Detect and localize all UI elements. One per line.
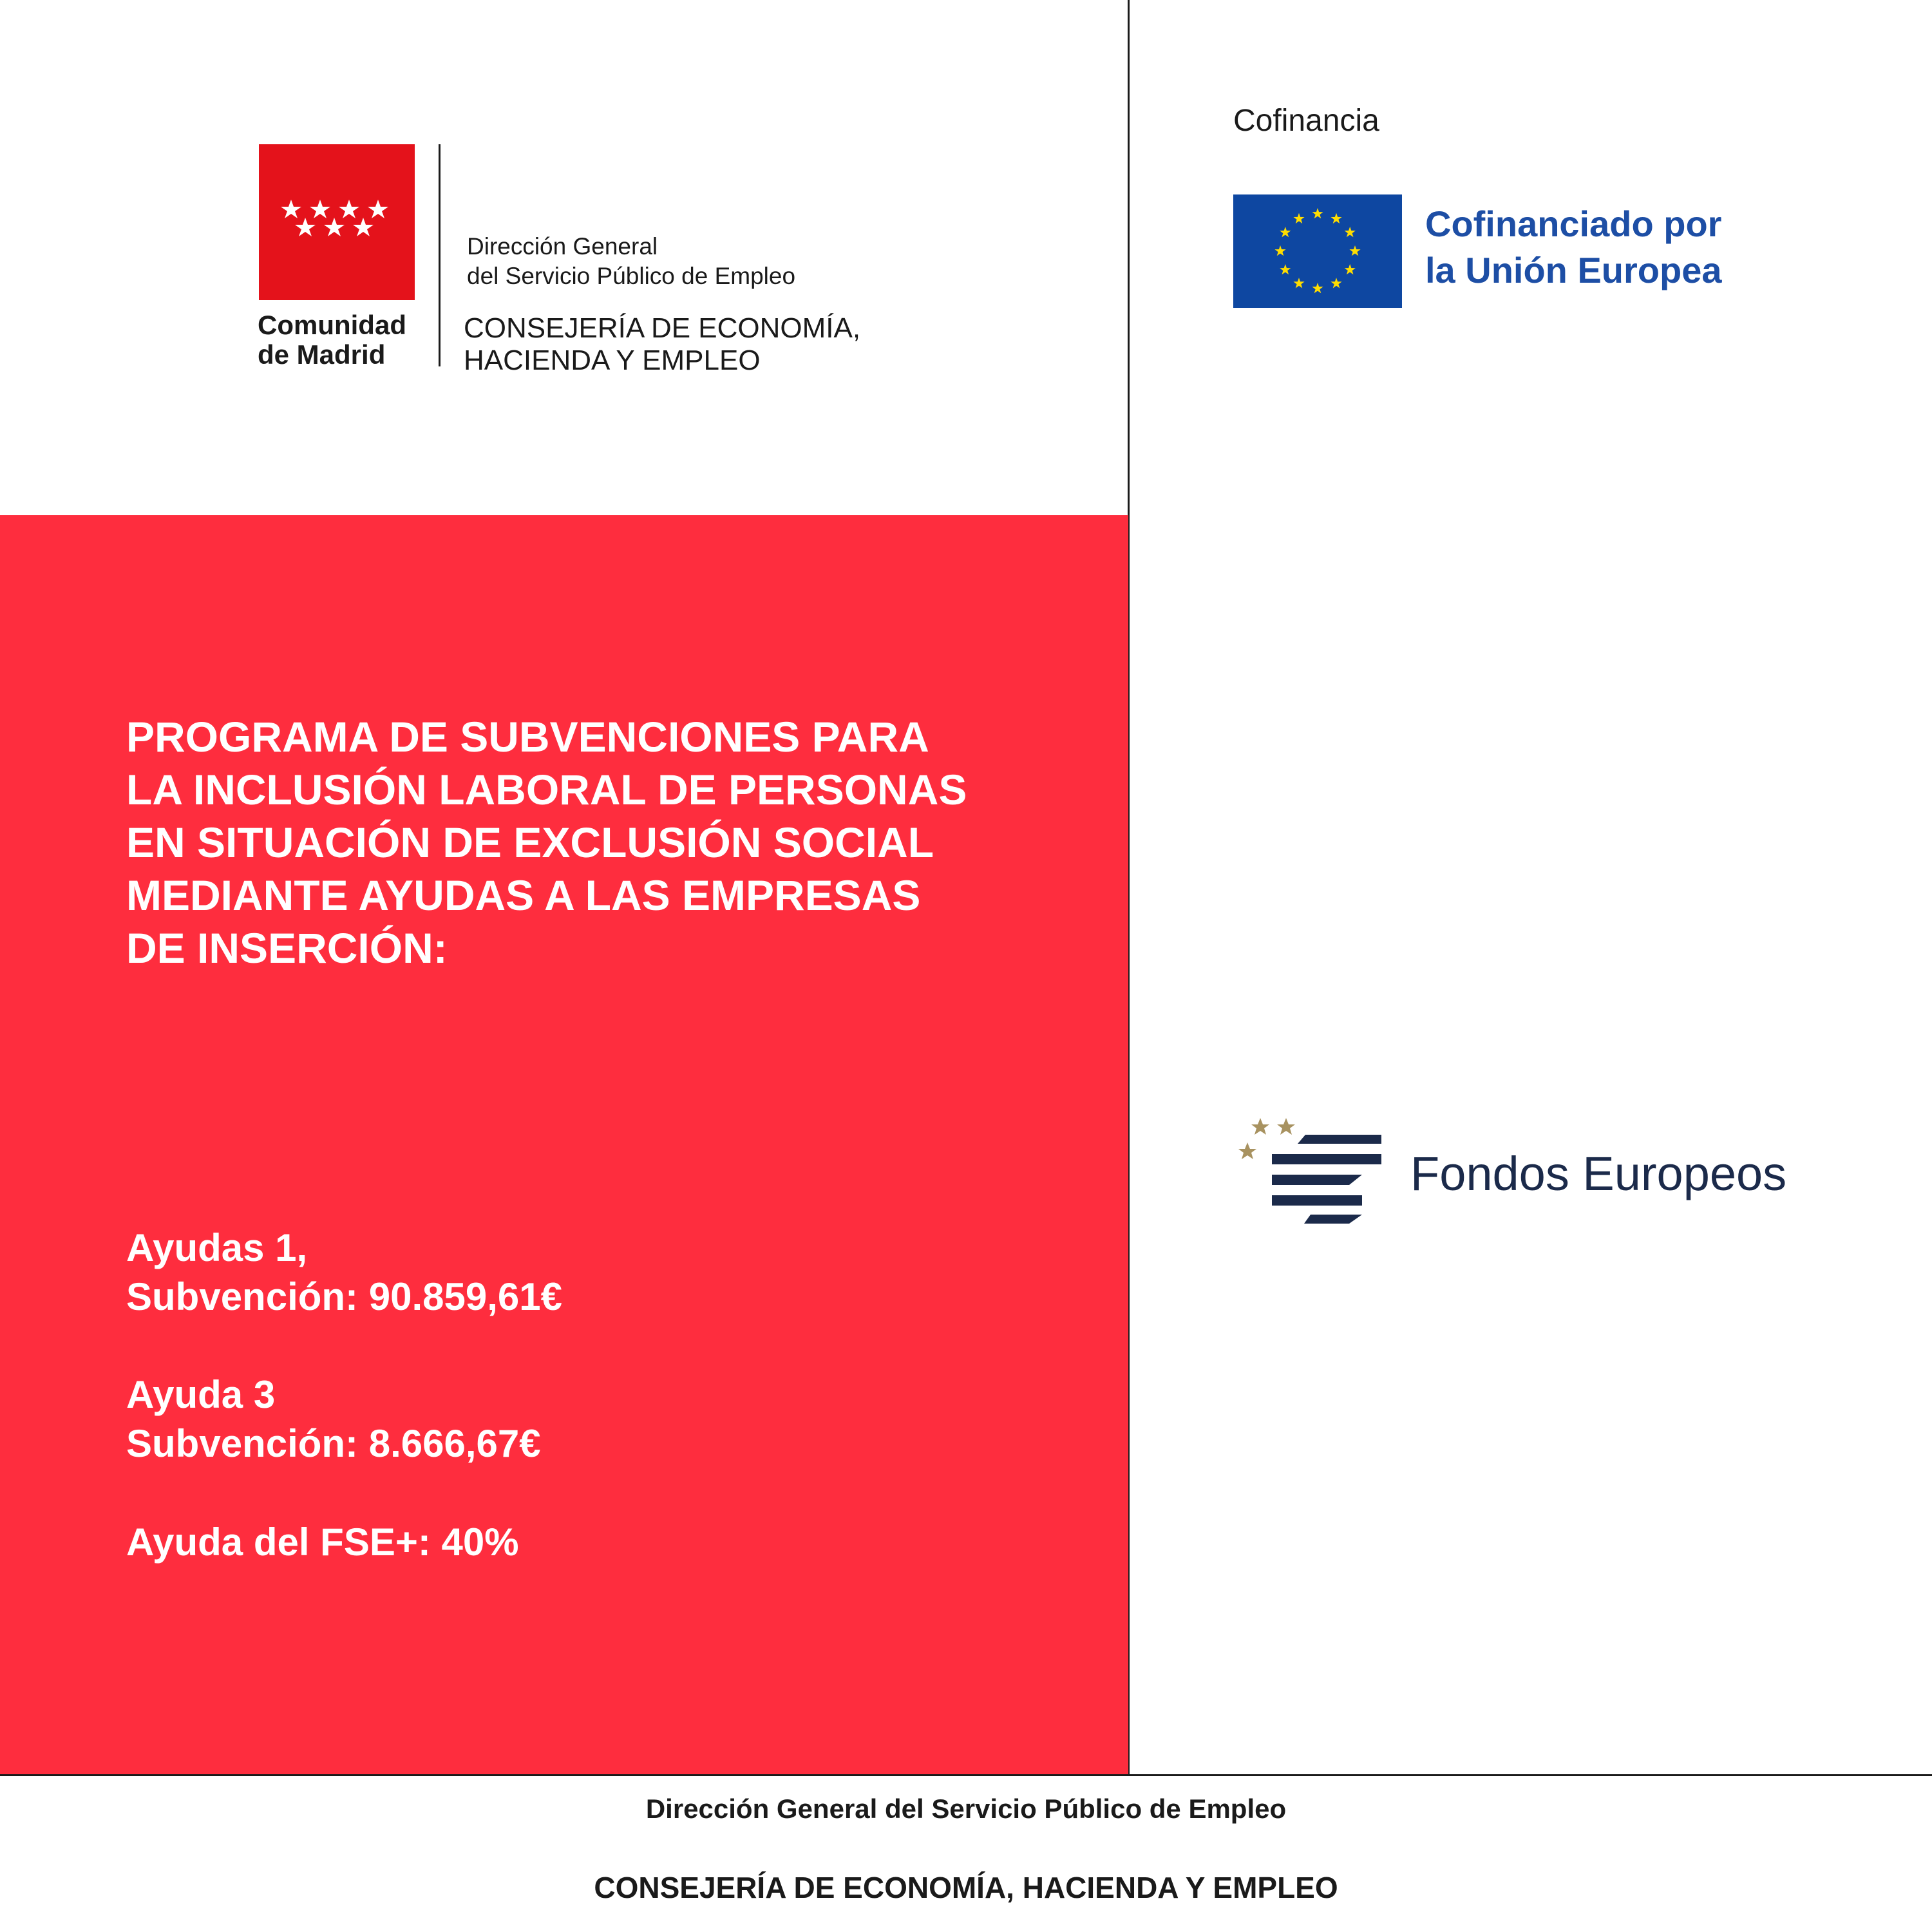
ministry-line2: HACIENDA Y EMPLEO bbox=[464, 345, 761, 376]
star-icon bbox=[310, 200, 330, 218]
horizontal-divider bbox=[0, 1774, 1932, 1776]
directorate-line2: del Servicio Público de Empleo bbox=[467, 263, 796, 289]
eu-star-icon bbox=[1280, 264, 1291, 274]
program-title-line: MEDIANTE AYUDAS A LAS EMPRESAS bbox=[126, 871, 921, 919]
ministry-line1: CONSEJERÍA DE ECONOMÍA, bbox=[464, 312, 861, 344]
fondos-europeos-text: Fondos Europeos bbox=[1410, 1147, 1787, 1200]
program-title bbox=[126, 710, 1092, 974]
eu-star-icon bbox=[1345, 227, 1356, 237]
fse-aid-text: Ayuda del FSE+: 40% bbox=[126, 1520, 519, 1564]
program-title-line: LA INCLUSIÓN LABORAL DE PERSONAS bbox=[126, 766, 967, 813]
aid-label: Ayuda 3 bbox=[126, 1373, 276, 1416]
fse-aid bbox=[126, 1518, 519, 1567]
directorate-name bbox=[467, 232, 795, 291]
ministry-name bbox=[464, 312, 860, 377]
fondos-europeos-logo-icon bbox=[1233, 1115, 1394, 1225]
star-icon bbox=[368, 200, 388, 218]
aid-amount: Subvención: 8.666,67€ bbox=[126, 1422, 541, 1465]
logo-separator bbox=[439, 144, 440, 366]
eu-text-line2: la Unión Europea bbox=[1425, 250, 1722, 290]
footer-directorate: Dirección General del Servicio Público de Empleo bbox=[645, 1794, 1287, 1824]
madrid-logo-line2: de Madrid bbox=[258, 339, 386, 370]
eu-cofinanced-text bbox=[1425, 201, 1722, 294]
star-icon bbox=[339, 200, 359, 218]
eu-star-icon bbox=[1349, 245, 1360, 256]
aid-amount: Subvención: 90.859,61€ bbox=[126, 1275, 562, 1318]
program-title-line: DE INSERCIÓN: bbox=[126, 924, 448, 972]
eu-star-icon bbox=[1312, 208, 1323, 218]
aid-label: Ayudas 1, bbox=[126, 1226, 308, 1269]
eu-text-line1: Cofinanciado por bbox=[1425, 204, 1722, 244]
star-icon bbox=[1251, 1118, 1269, 1135]
star-icon bbox=[1238, 1142, 1256, 1159]
eu-star-icon bbox=[1293, 213, 1304, 223]
directorate-line1: Dirección General bbox=[467, 233, 658, 260]
star-icon bbox=[281, 200, 301, 218]
eu-flag-icon bbox=[1233, 194, 1402, 308]
footer-ministry: CONSEJERÍA DE ECONOMÍA, HACIENDA Y EMPLEO bbox=[594, 1871, 1338, 1904]
eu-star-icon bbox=[1293, 278, 1304, 288]
eu-star-icon bbox=[1312, 283, 1323, 293]
eu-star-icon bbox=[1274, 245, 1285, 256]
star-icon bbox=[353, 218, 374, 236]
eu-star-icon bbox=[1280, 227, 1291, 237]
madrid-logo-text bbox=[258, 310, 419, 370]
cofinancia-label: Cofinancia bbox=[1233, 104, 1379, 138]
aid-block-1 bbox=[126, 1224, 562, 1321]
star-icon bbox=[1277, 1118, 1295, 1135]
eu-star-icon bbox=[1345, 264, 1356, 274]
program-title-line: PROGRAMA DE SUBVENCIONES PARA bbox=[126, 713, 929, 761]
eu-star-icon bbox=[1331, 278, 1341, 288]
eu-star-icon bbox=[1331, 213, 1341, 223]
madrid-flag-icon bbox=[259, 144, 415, 300]
aid-block-2 bbox=[126, 1370, 541, 1468]
star-icon bbox=[295, 218, 316, 236]
star-icon bbox=[324, 218, 345, 236]
program-panel bbox=[0, 515, 1128, 1774]
program-title-line: EN SITUACIÓN DE EXCLUSIÓN SOCIAL bbox=[126, 819, 934, 866]
madrid-logo-line1: Comunidad bbox=[258, 310, 406, 340]
